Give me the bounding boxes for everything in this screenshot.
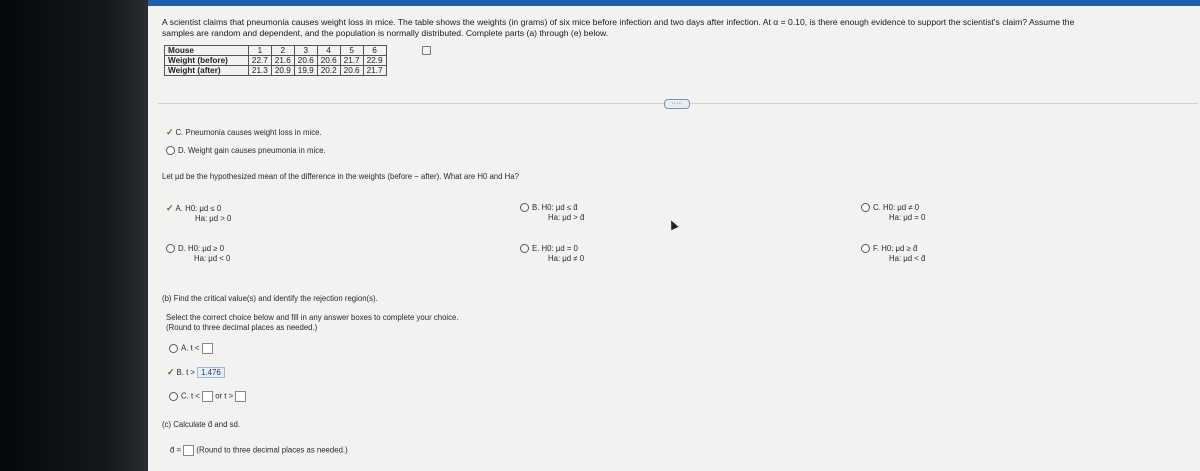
table-cell: 21.3 [248,66,271,76]
table-cell: 21.7 [340,56,363,66]
weights-table [164,45,387,76]
correct-check-icon: ✓ [166,127,174,137]
table-cell: 20.6 [317,56,340,66]
correct-check-icon: ✓ [167,367,175,377]
hypothesis-option-e[interactable] [520,244,584,264]
mouse-header: 1 [248,46,271,56]
critical-c-right-input[interactable] [235,391,246,402]
table-row [165,56,387,66]
question-prompt [162,17,1074,39]
critical-option-c-or: or t > [215,391,234,401]
critical-option-b-label: B. t > [176,368,195,377]
claim-option-c[interactable] [166,127,322,138]
radio-icon [520,203,529,212]
screen-bezel [0,0,148,471]
part-b-title: (b) Find the critical value(s) and identify the rejection region(s). [162,294,378,303]
option-letter: E. [532,244,540,253]
critical-c-left-input[interactable] [202,391,213,402]
dbar-label: d̄ = [170,445,182,455]
row-label-after: Weight (after) [165,66,249,76]
table-header-row [165,46,387,56]
critical-option-c-label: C. t < [181,391,200,401]
dbar-row [170,445,348,456]
table-row [165,66,387,76]
option-c-ha: Ha: μd = 0 [889,213,926,222]
hypothesis-option-c[interactable] [861,203,925,223]
option-e-ha: Ha: μd ≠ 0 [548,254,585,263]
option-d-ha: Ha: μd < 0 [194,254,231,263]
critical-a-input[interactable] [202,343,213,354]
hypothesis-option-d[interactable] [166,244,230,264]
option-a-h0: H0: μd ≤ 0 [185,204,222,213]
table-cell: 20.6 [294,56,317,66]
critical-option-a[interactable] [169,343,213,354]
mouse-header: 3 [294,46,317,56]
option-letter: F. [873,244,880,253]
correct-check-icon: ✓ [166,203,174,213]
radio-icon [169,344,178,353]
hypothesis-option-b[interactable] [520,203,584,223]
option-letter: B. [532,203,540,212]
table-cell: 21.6 [271,56,294,66]
option-e-h0: H0: μd = 0 [541,244,578,253]
claim-option-d[interactable] [166,146,326,155]
row-label-before: Weight (before) [165,56,249,66]
copy-table-icon[interactable] [422,46,431,55]
critical-option-a-label: A. t < [181,343,200,353]
critical-b-value[interactable]: 1.476 [197,367,225,378]
option-f-h0: H0: μd ≥ d̄ [881,244,918,253]
option-c-h0: H0: μd ≠ 0 [882,203,920,212]
radio-icon [166,146,175,155]
radio-icon [861,244,870,253]
mouse-header: 2 [271,46,294,56]
table-cell: 21.7 [363,66,386,76]
dbar-hint: (Round to three decimal places as needed.) [196,445,348,455]
dbar-input[interactable] [183,445,194,456]
option-a-ha: Ha: μd > 0 [195,214,232,223]
claim-option-d-label: D. Weight gain causes pneumonia in mice. [178,146,326,155]
option-b-h0: H0: μd ≤ d̄ [541,203,578,212]
option-d-h0: H0: μd ≥ 0 [187,244,225,253]
hypothesis-option-f[interactable] [861,244,925,264]
radio-icon [166,244,175,253]
table-cell: 22.9 [363,56,386,66]
table-cell: 22.7 [248,56,271,66]
hypothesis-option-a[interactable] [166,203,231,224]
mouse-header: 6 [363,46,386,56]
table-header-label: Mouse [165,46,249,56]
critical-option-b[interactable] [167,367,225,378]
prompt-line-1: A scientist claims that pneumonia causes weight loss in mice. The table shows the weights (in grams) of six mice before infection and two days after infection. At α = 0.10, is there enough evidence to support the scientist's claim? Assume the [162,17,1075,27]
option-letter: C. [873,203,881,212]
table-cell: 20.9 [271,66,294,76]
part-c-title: (c) Calculate d̄ and sd. [162,420,241,429]
mouse-header: 5 [340,46,363,56]
mouse-header: 4 [317,46,340,56]
option-f-ha: Ha: μd < d̄ [889,254,926,263]
hypothesis-question: Let μd be the hypothesized mean of the difference in the weights (before − after). What are H0 and Ha? [162,172,519,181]
table-cell: 19.9 [294,66,317,76]
option-b-ha: Ha: μd > d̄ [548,213,585,222]
part-b-instruction-1: Select the correct choice below and fill in any answer boxes to complete your choice. [166,313,459,322]
claim-option-c-label: C. Pneumonia causes weight loss in mice. [175,128,322,137]
radio-icon [861,203,870,212]
part-b-instruction-2: (Round to three decimal places as needed.) [166,323,318,332]
radio-icon [520,244,529,253]
option-letter: D. [178,244,186,253]
expand-more-button[interactable]: ····· [664,99,690,109]
table-cell: 20.6 [340,66,363,76]
prompt-line-2: samples are random and dependent, and the population is normally distributed. Complete parts (a) through (e) below. [162,28,609,38]
critical-option-c[interactable] [169,391,246,402]
table-cell: 20.2 [317,66,340,76]
option-letter: A. [175,204,183,213]
radio-icon [169,392,178,401]
